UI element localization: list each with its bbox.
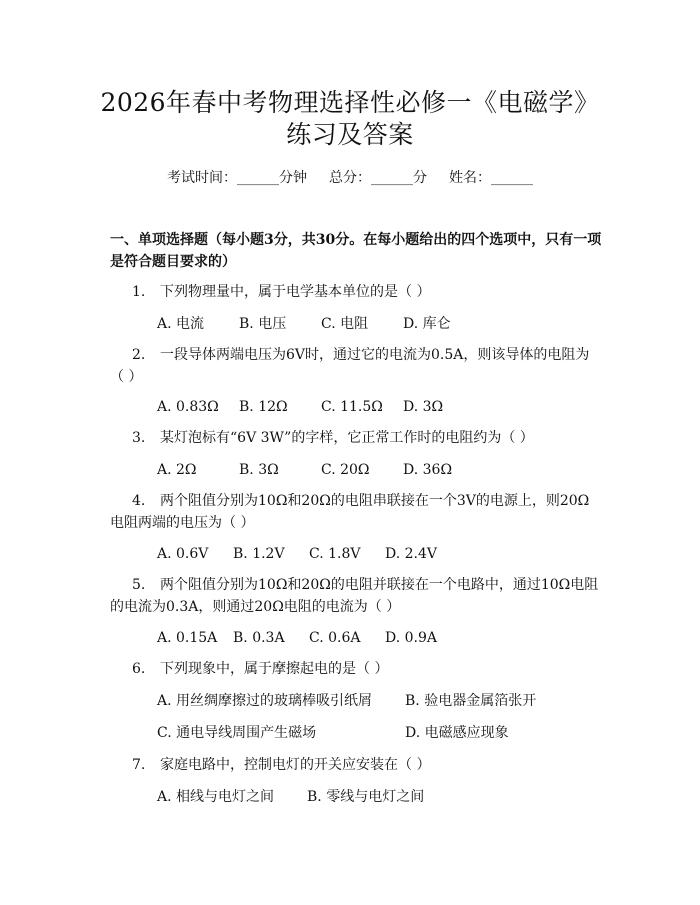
page-subtitle: 练习及答案 (286, 120, 414, 149)
option-b: B. 1.2V (233, 546, 285, 562)
question-6-options-row2 (157, 722, 509, 744)
page-title: 2026年春中考物理选择性必修一《电磁学》 (100, 88, 600, 117)
section-heading-line2: 是符合题目要求的） (110, 254, 236, 270)
option-c: C. 20Ω (321, 462, 370, 478)
question-text-line1: 两个阻值分别为10Ω和20Ω的电阻并联接在一个电路中，通过10Ω电阻 (160, 577, 599, 593)
option-d: D. 0.9A (385, 630, 438, 646)
question-7 (110, 754, 605, 776)
question-1-options (157, 313, 451, 335)
option-b: B. 3Ω (239, 462, 279, 478)
option-c: C. 11.5Ω (321, 399, 383, 415)
option-a: A. 0.15A (157, 630, 218, 646)
option-a: A. 电流 (157, 316, 205, 332)
option-b: B. 验电器金属箔张开 (405, 693, 537, 709)
name-field: 姓名：______ (449, 170, 533, 186)
option-a: A. 2Ω (157, 462, 197, 478)
option-d: D. 3Ω (403, 399, 444, 415)
option-b: B. 零线与电灯之间 (307, 789, 425, 805)
question-number: 2. (132, 347, 146, 363)
section-heading (110, 229, 605, 273)
exam-time-field: 考试时间：______分钟 (167, 170, 307, 186)
question-text: 某灯泡标有“6V 3W”的字样，它正常工作时的电阻约为（ ） (160, 430, 534, 446)
question-6-options-row1 (157, 690, 536, 712)
question-5 (110, 574, 605, 618)
question-number: 3. (132, 430, 146, 446)
question-4-options (157, 543, 437, 565)
question-text: 下列物理量中，属于电学基本单位的是（ ） (160, 284, 431, 300)
question-text-line1: 一段导体两端电压为6V时，通过它的电流为0.5A，则该导体的电阻为 (160, 347, 590, 363)
question-3-options (157, 459, 452, 481)
option-a: A. 0.83Ω (157, 399, 219, 415)
question-7-options (157, 786, 424, 808)
option-c: C. 通电导线周围产生磁场 (157, 725, 317, 741)
question-text-line2: 的电流为0.3A，则通过20Ω电阻的电流为（ ） (110, 599, 401, 615)
option-c: C. 0.6A (309, 630, 361, 646)
question-number: 6. (132, 661, 146, 677)
question-number: 5. (132, 577, 146, 593)
option-a: A. 用丝绸摩擦过的玻璃棒吸引纸屑 (157, 693, 373, 709)
question-number: 4. (132, 493, 146, 509)
question-5-options (157, 627, 437, 649)
option-d: D. 2.4V (385, 546, 438, 562)
option-a: A. 相线与电灯之间 (157, 789, 275, 805)
question-1 (110, 281, 605, 303)
question-text-line2: 电阻两端的电压为（ ） (110, 515, 255, 531)
question-2 (110, 344, 605, 388)
question-3 (110, 427, 605, 449)
question-text: 下列现象中，属于摩擦起电的是（ ） (160, 661, 389, 677)
question-2-options (157, 396, 443, 418)
exam-meta (0, 168, 700, 188)
question-text-line2: （ ） (110, 369, 143, 385)
option-b: B. 电压 (239, 316, 287, 332)
option-c: C. 电阻 (321, 316, 369, 332)
option-b: B. 0.3A (233, 630, 285, 646)
option-a: A. 0.6V (157, 546, 209, 562)
option-c: C. 1.8V (309, 546, 361, 562)
total-score-field: 总分：______分 (329, 170, 427, 186)
question-text-line1: 两个阻值分别为10Ω和20Ω的电阻串联接在一个3V的电源上，则20Ω (160, 493, 590, 509)
question-text: 家庭电路中，控制电灯的开关应安装在（ ） (160, 757, 431, 773)
question-number: 7. (132, 757, 146, 773)
question-6 (110, 658, 605, 680)
option-d: D. 36Ω (403, 462, 453, 478)
option-b: B. 12Ω (239, 399, 288, 415)
section-heading-line1: 一、单项选择题（每小题3分，共30分。在每小题给出的四个选项中，只有一项 (110, 232, 602, 248)
question-number: 1. (132, 284, 146, 300)
question-4 (110, 490, 605, 534)
option-d: D. 库仑 (403, 316, 451, 332)
option-d: D. 电磁感应现象 (405, 725, 509, 741)
